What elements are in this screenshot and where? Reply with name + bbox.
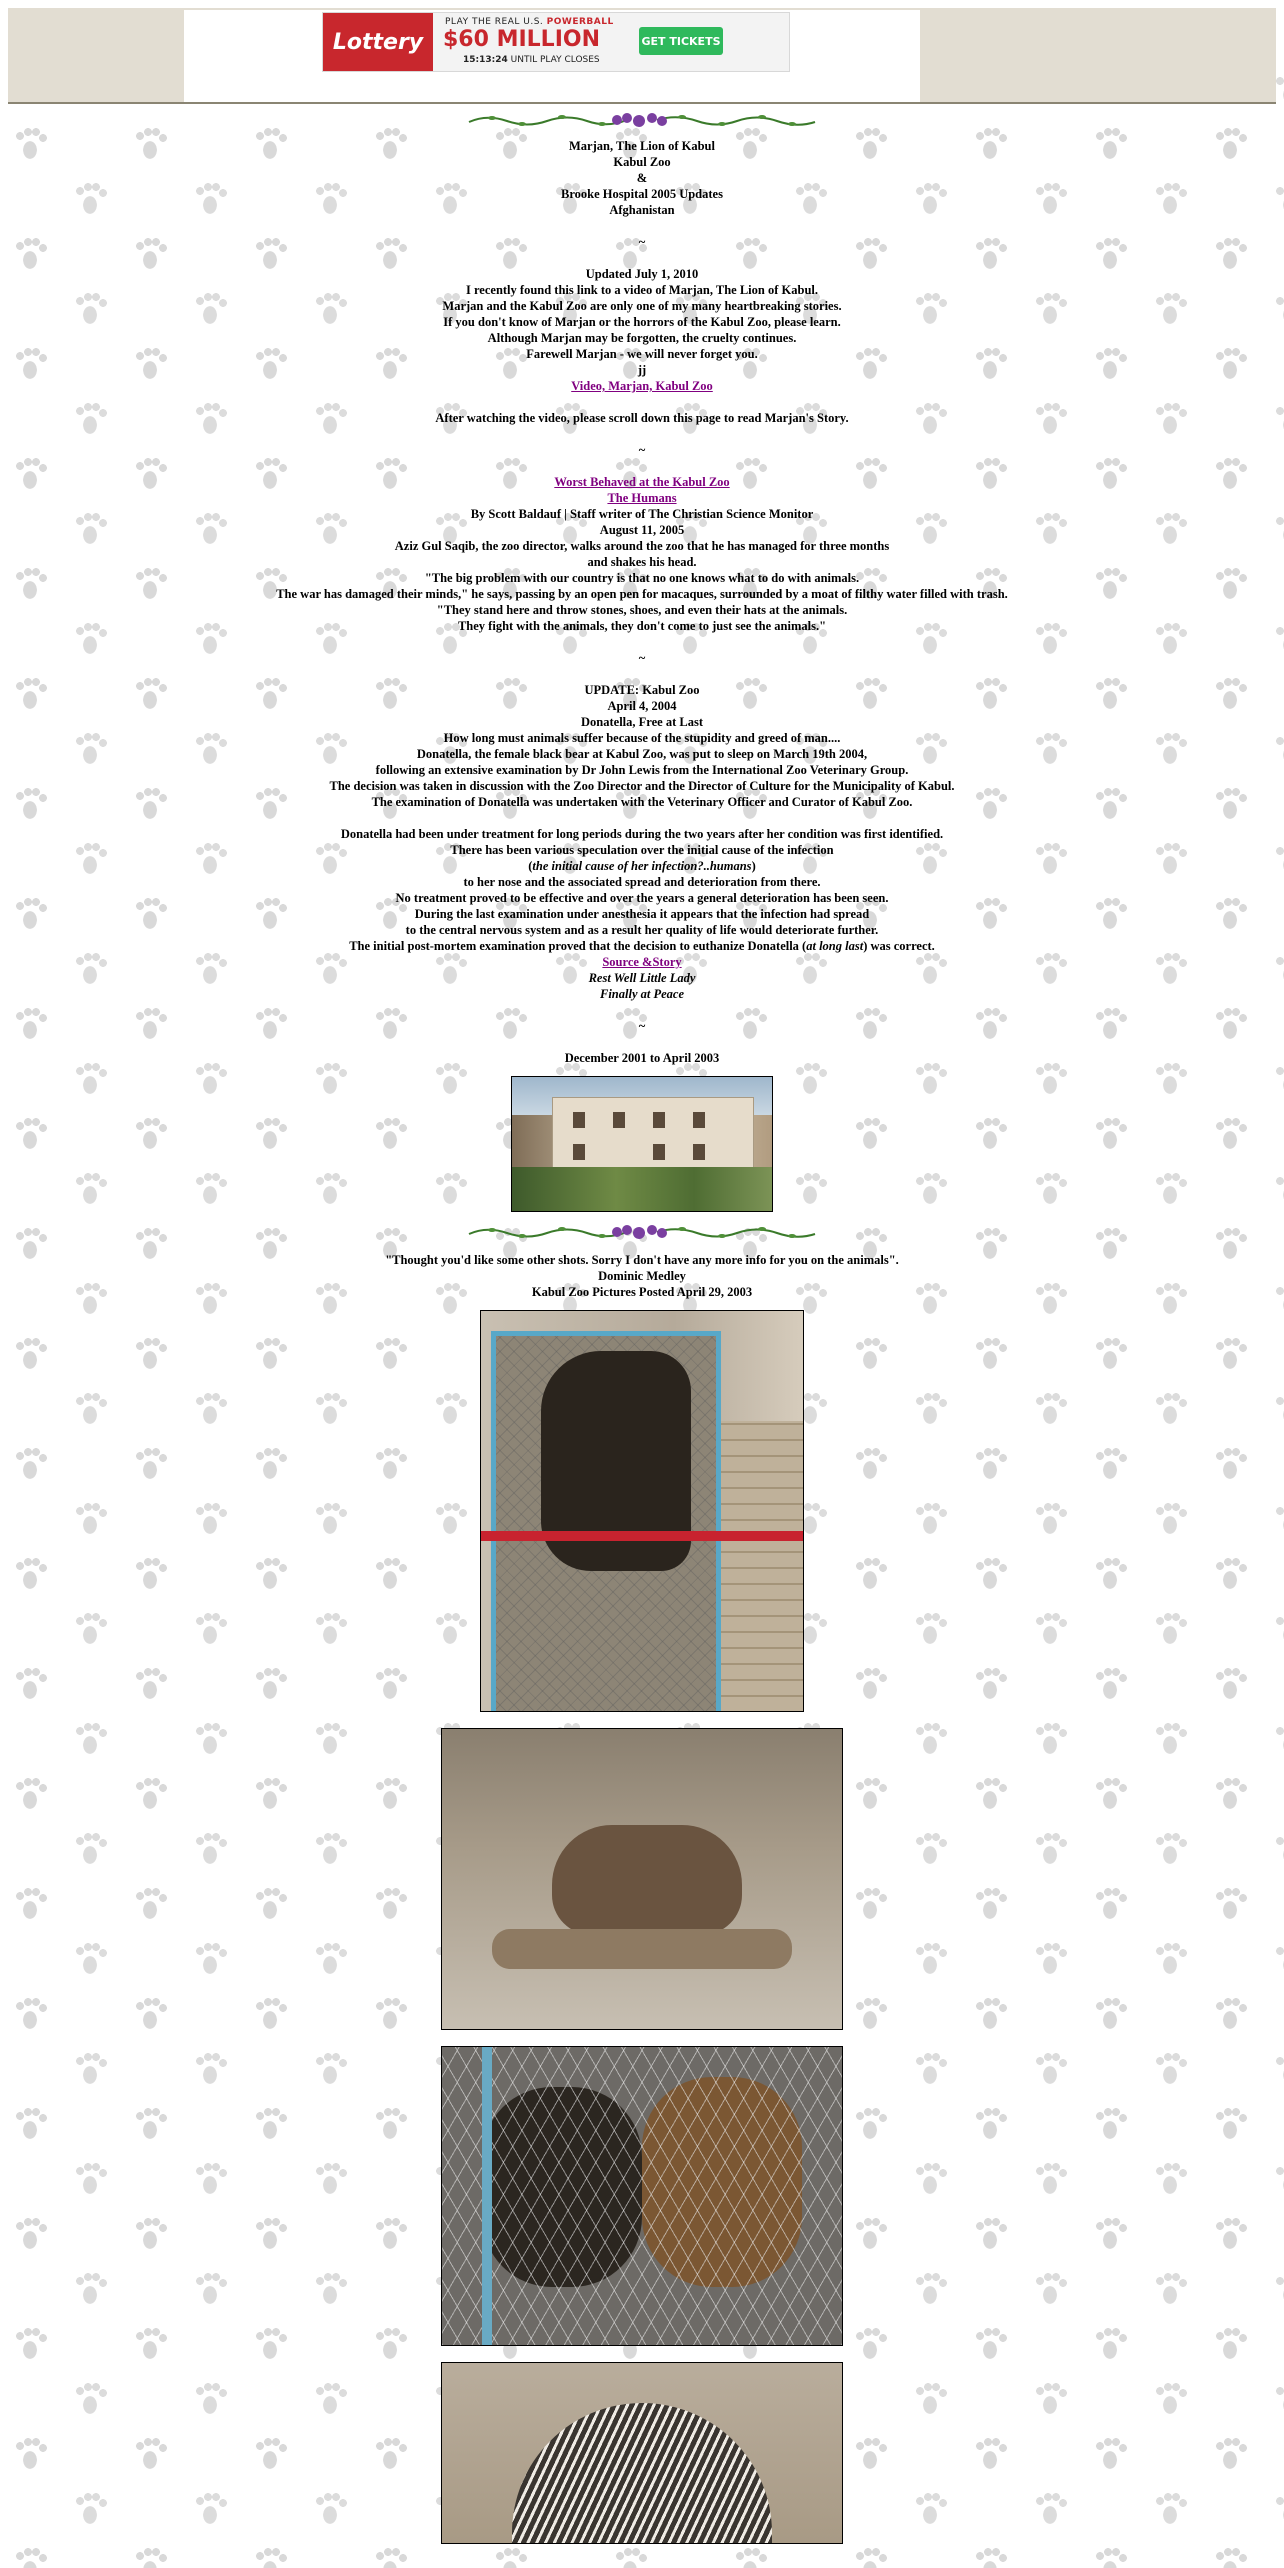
update-2010-line: I recently found this link to a video of Marjan, The Lion of Kabul.	[465, 283, 818, 297]
log	[492, 1929, 792, 1969]
lottery-logo[interactable]: Lottery	[323, 13, 433, 71]
top-ad-bar	[8, 8, 1276, 104]
jackpot-amount: $60 MILLION	[443, 27, 600, 52]
update-2010-line: Although Marjan may be forgotten, the cruelty continues.	[487, 331, 797, 345]
update-2004-title: UPDATE: Kabul Zoo	[584, 683, 700, 697]
ad-countdown: 15:13:24 UNTIL PLAY CLOSES	[463, 55, 600, 65]
window	[653, 1144, 665, 1160]
update-2004-date: April 4, 2004	[607, 699, 677, 713]
article-byline: By Scott Baldauf | Staff writer of The Christian Science Monitor	[470, 507, 814, 521]
update-2004-line: How long must animals suffer because of the stupidity and greed of man....	[443, 731, 841, 745]
window	[613, 1112, 625, 1128]
update-2004-line: to her nose and the associated spread and deterioration from there.	[463, 875, 821, 889]
article-link-worst-behaved[interactable]: Worst Behaved at the Kabul Zoo	[554, 475, 730, 489]
lottery-ad[interactable]	[322, 12, 790, 72]
scroll-note: After watching the video, please scroll down this page to read Marjan's Story.	[435, 411, 849, 425]
article-line: and shakes his head.	[587, 555, 697, 569]
window	[693, 1112, 705, 1128]
photos-author: Dominic Medley	[598, 1269, 686, 1283]
photos-posted: Kabul Zoo Pictures Posted April 29, 2003	[531, 1285, 753, 1299]
window	[653, 1112, 665, 1128]
title-line-5: Afghanistan	[609, 203, 675, 217]
update-2004-line: There has been various speculation over the initial cause of the infection	[450, 843, 834, 857]
get-tickets-button[interactable]: GET TICKETS	[639, 27, 723, 55]
update-2004-line: During the last examination under anesthesia it appears that the infection had spread	[414, 907, 870, 921]
article-line: "They stand here and throw stones, shoes, and even their hats at the animals.	[436, 603, 848, 617]
vine-divider-top	[467, 112, 817, 128]
ad-panel	[184, 10, 920, 102]
porcupine	[512, 2403, 772, 2544]
title-line-1: Marjan, The Lion of Kabul	[569, 139, 715, 153]
photos-quote: "Thought you'd like some other shots. Sorry I don't have any more info for you on the animals".	[385, 1253, 899, 1267]
two-bears-photo	[441, 2046, 843, 2346]
update-2004-line: The decision was taken in discussion with the Zoo Director and the Director of Culture for the Municipality of Kabul.	[329, 779, 955, 793]
article-line: "The big problem with our country is that no one knows what to do with animals.	[424, 571, 860, 585]
zoo-building-photo	[511, 1076, 773, 1212]
infection-cause-note: (the initial cause of her infection?..humans)	[528, 859, 756, 873]
update-2004-line: The examination of Donatella was undertaken with the Veterinary Officer and Curator of Kabul Zoo.	[371, 795, 913, 809]
porcupine-photo	[441, 2362, 843, 2544]
brown-bear-photo	[441, 1728, 843, 2030]
article-line: They fight with the animals, they don't come to just see the animals."	[457, 619, 827, 633]
article-line: The war has damaged their minds," he says, passing by an open pen for macaques, surrounded by a moat of filthy water filled with trash.	[276, 587, 1008, 601]
brown-bear	[552, 1825, 742, 1935]
separator: ~	[638, 651, 646, 665]
source-story-link[interactable]: Source &Story	[602, 955, 682, 969]
red-rail	[481, 1531, 803, 1541]
update-2010-signature: jj	[637, 363, 647, 377]
update-2004-line: to the central nervous system and as a result her quality of life would deteriorate further.	[405, 923, 879, 937]
article-line: Aziz Gul Saqib, the zoo director, walks around the zoo that he has managed for three months	[394, 539, 890, 553]
separator: ~	[638, 1019, 646, 1033]
ad-tagline: PLAY THE REAL U.S. POWERBALL	[445, 17, 614, 27]
trees	[512, 1167, 772, 1211]
video-link[interactable]: Video, Marjan, Kabul Zoo	[571, 379, 713, 393]
title-line-4: Brooke Hospital 2005 Updates	[561, 187, 723, 201]
cage-post	[482, 2047, 492, 2345]
update-2010-date: Updated July 1, 2010	[585, 267, 699, 281]
article-date: August 11, 2005	[599, 523, 685, 537]
separator: ~	[638, 443, 646, 457]
window	[693, 1144, 705, 1160]
period-heading: December 2001 to April 2003	[564, 1051, 720, 1065]
separator: ~	[638, 235, 646, 249]
wire-mesh	[442, 2047, 842, 2345]
window	[573, 1144, 585, 1160]
update-2004-line: Donatella had been under treatment for long periods during the two years after her condition was first identified.	[340, 827, 944, 841]
update-2004-subtitle: Donatella, Free at Last	[581, 715, 703, 729]
update-2010-line: Farewell Marjan - we will never forget you.	[526, 347, 758, 361]
caged-black-bear-photo	[480, 1310, 804, 1712]
update-2004-line: Donatella, the female black bear at Kabul Zoo, was put to sleep on March 19th 2004,	[416, 747, 868, 761]
powerball-brand: POWERBALL	[546, 17, 614, 27]
rest-well-line: Rest Well Little Lady	[588, 971, 696, 985]
brick-wall	[713, 1421, 803, 1711]
window	[573, 1112, 585, 1128]
vine-divider-middle	[467, 1224, 817, 1240]
main-content	[0, 112, 1284, 2544]
update-2004-line: No treatment proved to be effective and over the years a general deterioration has been seen.	[395, 891, 889, 905]
post-mortem-line: The initial post-mortem examination proved that the decision to euthanize Donatella (at long last) was correct.	[349, 939, 935, 953]
finally-at-peace-line: Finally at Peace	[599, 987, 684, 1001]
title-line-3: &	[636, 171, 648, 185]
update-2010-line: Marjan and the Kabul Zoo are only one of my many heartbreaking stories.	[442, 299, 842, 313]
update-2004-line: following an extensive examination by Dr John Lewis from the International Zoo Veterinary Group.	[375, 763, 909, 777]
article-link-humans[interactable]: The Humans	[607, 491, 677, 505]
title-line-2: Kabul Zoo	[613, 155, 671, 169]
update-2010-line: If you don't know of Marjan or the horrors of the Kabul Zoo, please learn.	[443, 315, 841, 329]
